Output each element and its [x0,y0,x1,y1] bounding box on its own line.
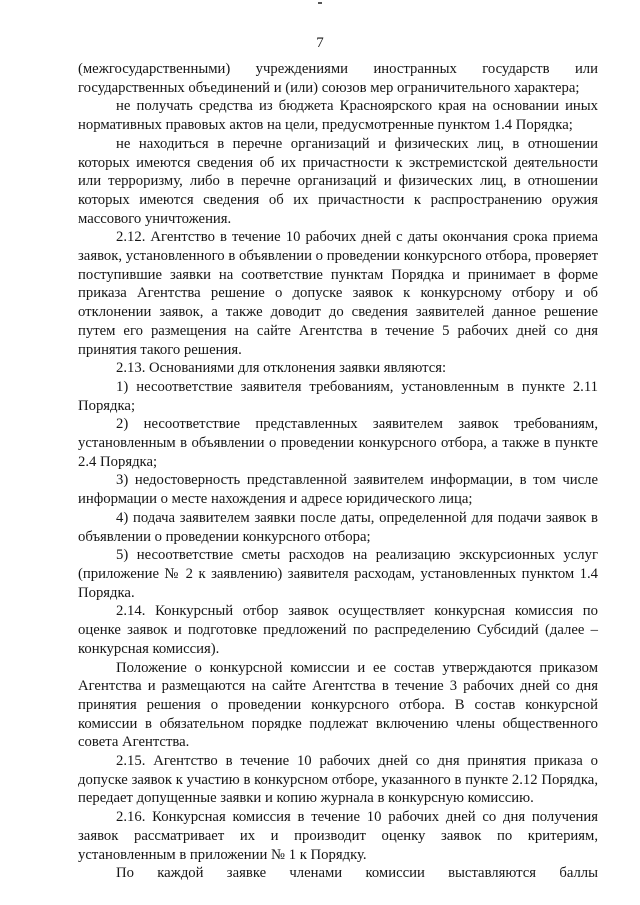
page-number: 7 [316,35,324,51]
scan-mark [318,2,322,4]
paragraph-scoring: По каждой заявке членами комиссии выставляются баллы [116,865,598,882]
paragraph-extremism-list: не находиться в перечне организаций и физических лиц, в отношении которых имеются сведения об их причастности к экстремистской деятельности или терроризму, либо в перечне организаций и физических лиц, в отношении которых имеются сведения об их причастности к распространению оружия массового уничтожения. [78,135,598,227]
paragraph-2-15: 2.15. Агентство в течение 10 рабочих дней со дня принятия приказа о допуске заявок к участию в конкурсном отборе, указанного в пункте 2.12 Порядка, передает допущенные заявки и копию журнала в конкурсную комиссию. [78,753,598,807]
document-body [78,60,598,883]
paragraph-2-16: 2.16. Конкурсная комиссия в течение 10 рабочих дней со дня получения заявок рассматривает их и производит оценку заявок по критериям, установленным в приложении № 1 к Порядку. [78,809,598,863]
paragraph-continuation: (межгосударственными) учреждениями иностранных государств или государственных объединений и (или) союзов мер ограничительного характера; [78,61,598,96]
list-item-1: 1) несоответствие заявителя требованиям, установленным в пункте 2.11 Порядка; [78,378,598,414]
paragraph-2-13: 2.13. Основаниями для отклонения заявки являются: [116,360,447,377]
list-item-4: 4) подача заявителем заявки после даты, определенной для подачи заявок в объявлении о проведении конкурсного отбора; [78,509,598,545]
list-item-3: 3) недостоверность представленной заявителем информации, в том числе информации о месте нахождения и адресе юридического лица; [78,472,598,508]
paragraph-commission-regulation: Положение о конкурсной комиссии и ее состав утверждаются приказом Агентства и размещаются на сайте Агентства в течение 3 рабочих дней со дня принятия решения о проведении конкурсного отбора. В состав конкурсной комиссии в обязательном порядке подлежат включению члены общественного совета Агентства. [78,659,598,751]
paragraph-2-14: 2.14. Конкурсный отбор заявок осуществляет конкурсная комиссия по оценке заявок и подготовке предложений по распределению Субсидий (далее – конкурсная комиссия). [78,603,598,657]
paragraph-2-12: 2.12. Агентство в течение 10 рабочих дней с даты окончания срока приема заявок, установленного в объявлении о проведении конкурсного отбора, проверяет поступившие заявки на соответствие пунктам Порядка и принимает в форме приказа Агентства решение о допуске заявок к конкурсному отбору и об отклонении заявок, а также доводит до сведения заявителей данное решение путем его размещения на сайте Агентства в течение 5 рабочих дней со дня принятия такого решения. [78,229,598,358]
list-item-5: 5) несоответствие сметы расходов на реализацию экскурсионных услуг (приложение № 2 к заявлению) заявителя расходам, установленных пунктом 1.4 Порядка. [78,547,598,601]
list-item-2: 2) несоответствие представленных заявителем заявок требованиям, установленным в объявлении о проведении конкурсного отбора, а также в пункте 2.4 Порядка; [78,416,598,470]
paragraph-budget-funds: не получать средства из бюджета Красноярского края на основании иных нормативных правовых актов на цели, предусмотренные пунктом 1.4 Порядка; [78,98,598,134]
